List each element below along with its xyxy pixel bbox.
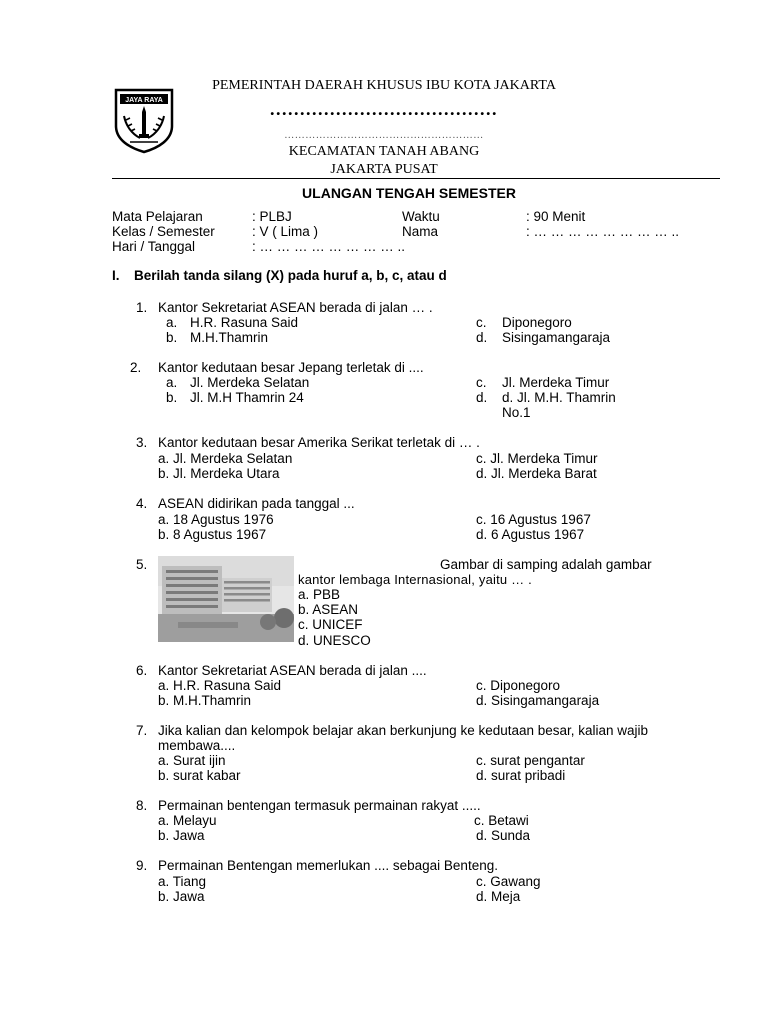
question-5-text-line2: kantor lembaga Internasional, yaitu … . <box>298 572 532 587</box>
option-letter: c. <box>476 375 487 390</box>
question-5-text-line1: Gambar di samping adalah gambar <box>440 557 652 572</box>
question-7-option-a: a. Surat ijin <box>158 753 226 768</box>
city-name: JAKARTA PUSAT <box>330 162 438 177</box>
question-6-option-a: a. H.R. Rasuna Said <box>158 678 282 693</box>
address-placeholder: ………………………………………………… <box>284 130 484 141</box>
option-letter: c. <box>476 315 487 330</box>
option-letter: b. <box>166 330 178 345</box>
question-2-option-a: Jl. Merdeka Selatan <box>190 375 310 390</box>
question-7-text-line2: membawa.... <box>158 738 236 753</box>
question-3-option-d: d. Jl. Merdeka Barat <box>476 466 597 481</box>
question-1-number: 1. <box>136 300 148 315</box>
subject-label: Mata Pelajaran <box>112 209 203 224</box>
name-label: Nama <box>402 224 439 239</box>
question-9-option-b: b. Jawa <box>158 889 205 904</box>
section-number: I. <box>112 268 120 283</box>
question-9-option-d: d. Meja <box>476 889 521 904</box>
question-5-option-a: a. PBB <box>298 587 341 602</box>
question-3-text: Kantor kedutaan besar Amerika Serikat terletak di … . <box>158 435 480 450</box>
question-8-number: 8. <box>136 798 148 813</box>
question-7-number: 7. <box>136 723 148 738</box>
question-4-number: 4. <box>136 496 148 511</box>
question-3-option-b: b. Jl. Merdeka Utara <box>158 466 280 481</box>
question-9-text: Permainan Bentengan memerlukan .... sebagai Benteng. <box>158 858 498 873</box>
logo-text: JAYA RAYA <box>125 97 163 104</box>
date-label: Hari / Tanggal <box>112 239 196 254</box>
question-9-option-c: c. Gawang <box>476 874 541 889</box>
question-1-option-a: H.R. Rasuna Said <box>190 315 299 330</box>
question-6-option-d: d. Sisingamangaraja <box>476 693 600 708</box>
time-label: Waktu <box>402 209 440 224</box>
exam-title: ULANGAN TENGAH SEMESTER <box>302 185 516 201</box>
question-3-number: 3. <box>136 435 148 450</box>
question-5-number: 5. <box>136 557 148 572</box>
question-2-option-d-cont: No.1 <box>502 405 531 420</box>
question-9-number: 9. <box>136 858 148 873</box>
question-2-number: 2. <box>130 360 142 375</box>
question-7-option-b: b. surat kabar <box>158 768 241 783</box>
question-1-text: Kantor Sekretariat ASEAN berada di jalan … . <box>158 300 433 315</box>
question-6-number: 6. <box>136 663 148 678</box>
question-8-text: Permainan bentengan termasuk permainan rakyat ..... <box>158 798 481 813</box>
question-7-option-d: d. surat pribadi <box>476 768 566 783</box>
option-letter: d. <box>476 390 488 405</box>
question-4-option-d: d. 6 Agustus 1967 <box>476 527 585 542</box>
question-3-option-c: c. Jl. Merdeka Timur <box>476 451 598 466</box>
question-3-option-a: a. Jl. Merdeka Selatan <box>158 451 293 466</box>
question-1-option-c: Diponegoro <box>502 315 572 330</box>
question-2-option-b: Jl. M.H Thamrin 24 <box>190 390 304 405</box>
question-5-option-b: b. ASEAN <box>298 602 359 617</box>
subject-value: : PLBJ <box>252 209 292 224</box>
class-value: : V ( Lima ) <box>252 224 319 239</box>
question-5-option-c: c. UNICEF <box>298 617 363 632</box>
office-name-placeholder: ...................................... <box>270 99 498 119</box>
question-8-option-b: b. Jawa <box>158 828 205 843</box>
name-value: : … … … … … … … … .. <box>526 224 680 239</box>
section-instruction: Berilah tanda silang (X) pada huruf a, b, c, atau d <box>134 268 447 283</box>
question-7-option-c: c. surat pengantar <box>476 753 585 768</box>
class-label: Kelas / Semester <box>112 224 215 239</box>
question-2-text: Kantor kedutaan besar Jepang terletak di .... <box>158 360 424 375</box>
option-letter: a. <box>166 375 178 390</box>
option-letter: d. <box>476 330 488 345</box>
question-2-option-d: d. Jl. M.H. Thamrin <box>502 390 616 405</box>
question-8-option-a: a. Melayu <box>158 813 217 828</box>
question-6-option-b: b. M.H.Thamrin <box>158 693 252 708</box>
district-name: KECAMATAN TANAH ABANG <box>288 144 480 159</box>
question-6-option-c: c. Diponegoro <box>476 678 561 693</box>
question-4-option-b: b. 8 Agustus 1967 <box>158 527 267 542</box>
question-6-text: Kantor Sekretariat ASEAN berada di jalan .... <box>158 663 427 678</box>
question-1-option-d: Sisingamangaraja <box>502 330 611 345</box>
question-4-option-c: c. 16 Agustus 1967 <box>476 512 591 527</box>
option-letter: b. <box>166 390 178 405</box>
question-9-option-a: a. Tiang <box>158 874 207 889</box>
time-value: : 90 Menit <box>526 209 586 224</box>
question-5-option-d: d. UNESCO <box>298 633 371 648</box>
question-2-option-c: Jl. Merdeka Timur <box>502 375 610 390</box>
question-8-option-d: d. Sunda <box>476 828 531 843</box>
option-letter: a. <box>166 315 178 330</box>
question-4-option-a: a. 18 Agustus 1976 <box>158 512 274 527</box>
government-title: PEMERINTAH DAERAH KHUSUS IBU KOTA JAKARTA <box>212 78 556 93</box>
header-divider <box>112 178 720 179</box>
question-1-option-b: M.H.Thamrin <box>190 330 269 345</box>
date-value: : … … … … … … … … .. <box>252 239 406 254</box>
question-7-text-line1: Jika kalian dan kelompok belajar akan berkunjung ke kedutaan besar, kalian wajib <box>158 723 649 738</box>
question-8-option-c: c. Betawi <box>474 813 529 828</box>
question-4-text: ASEAN didirikan pada tanggal ... <box>158 496 355 511</box>
office-building-photo <box>158 556 294 642</box>
